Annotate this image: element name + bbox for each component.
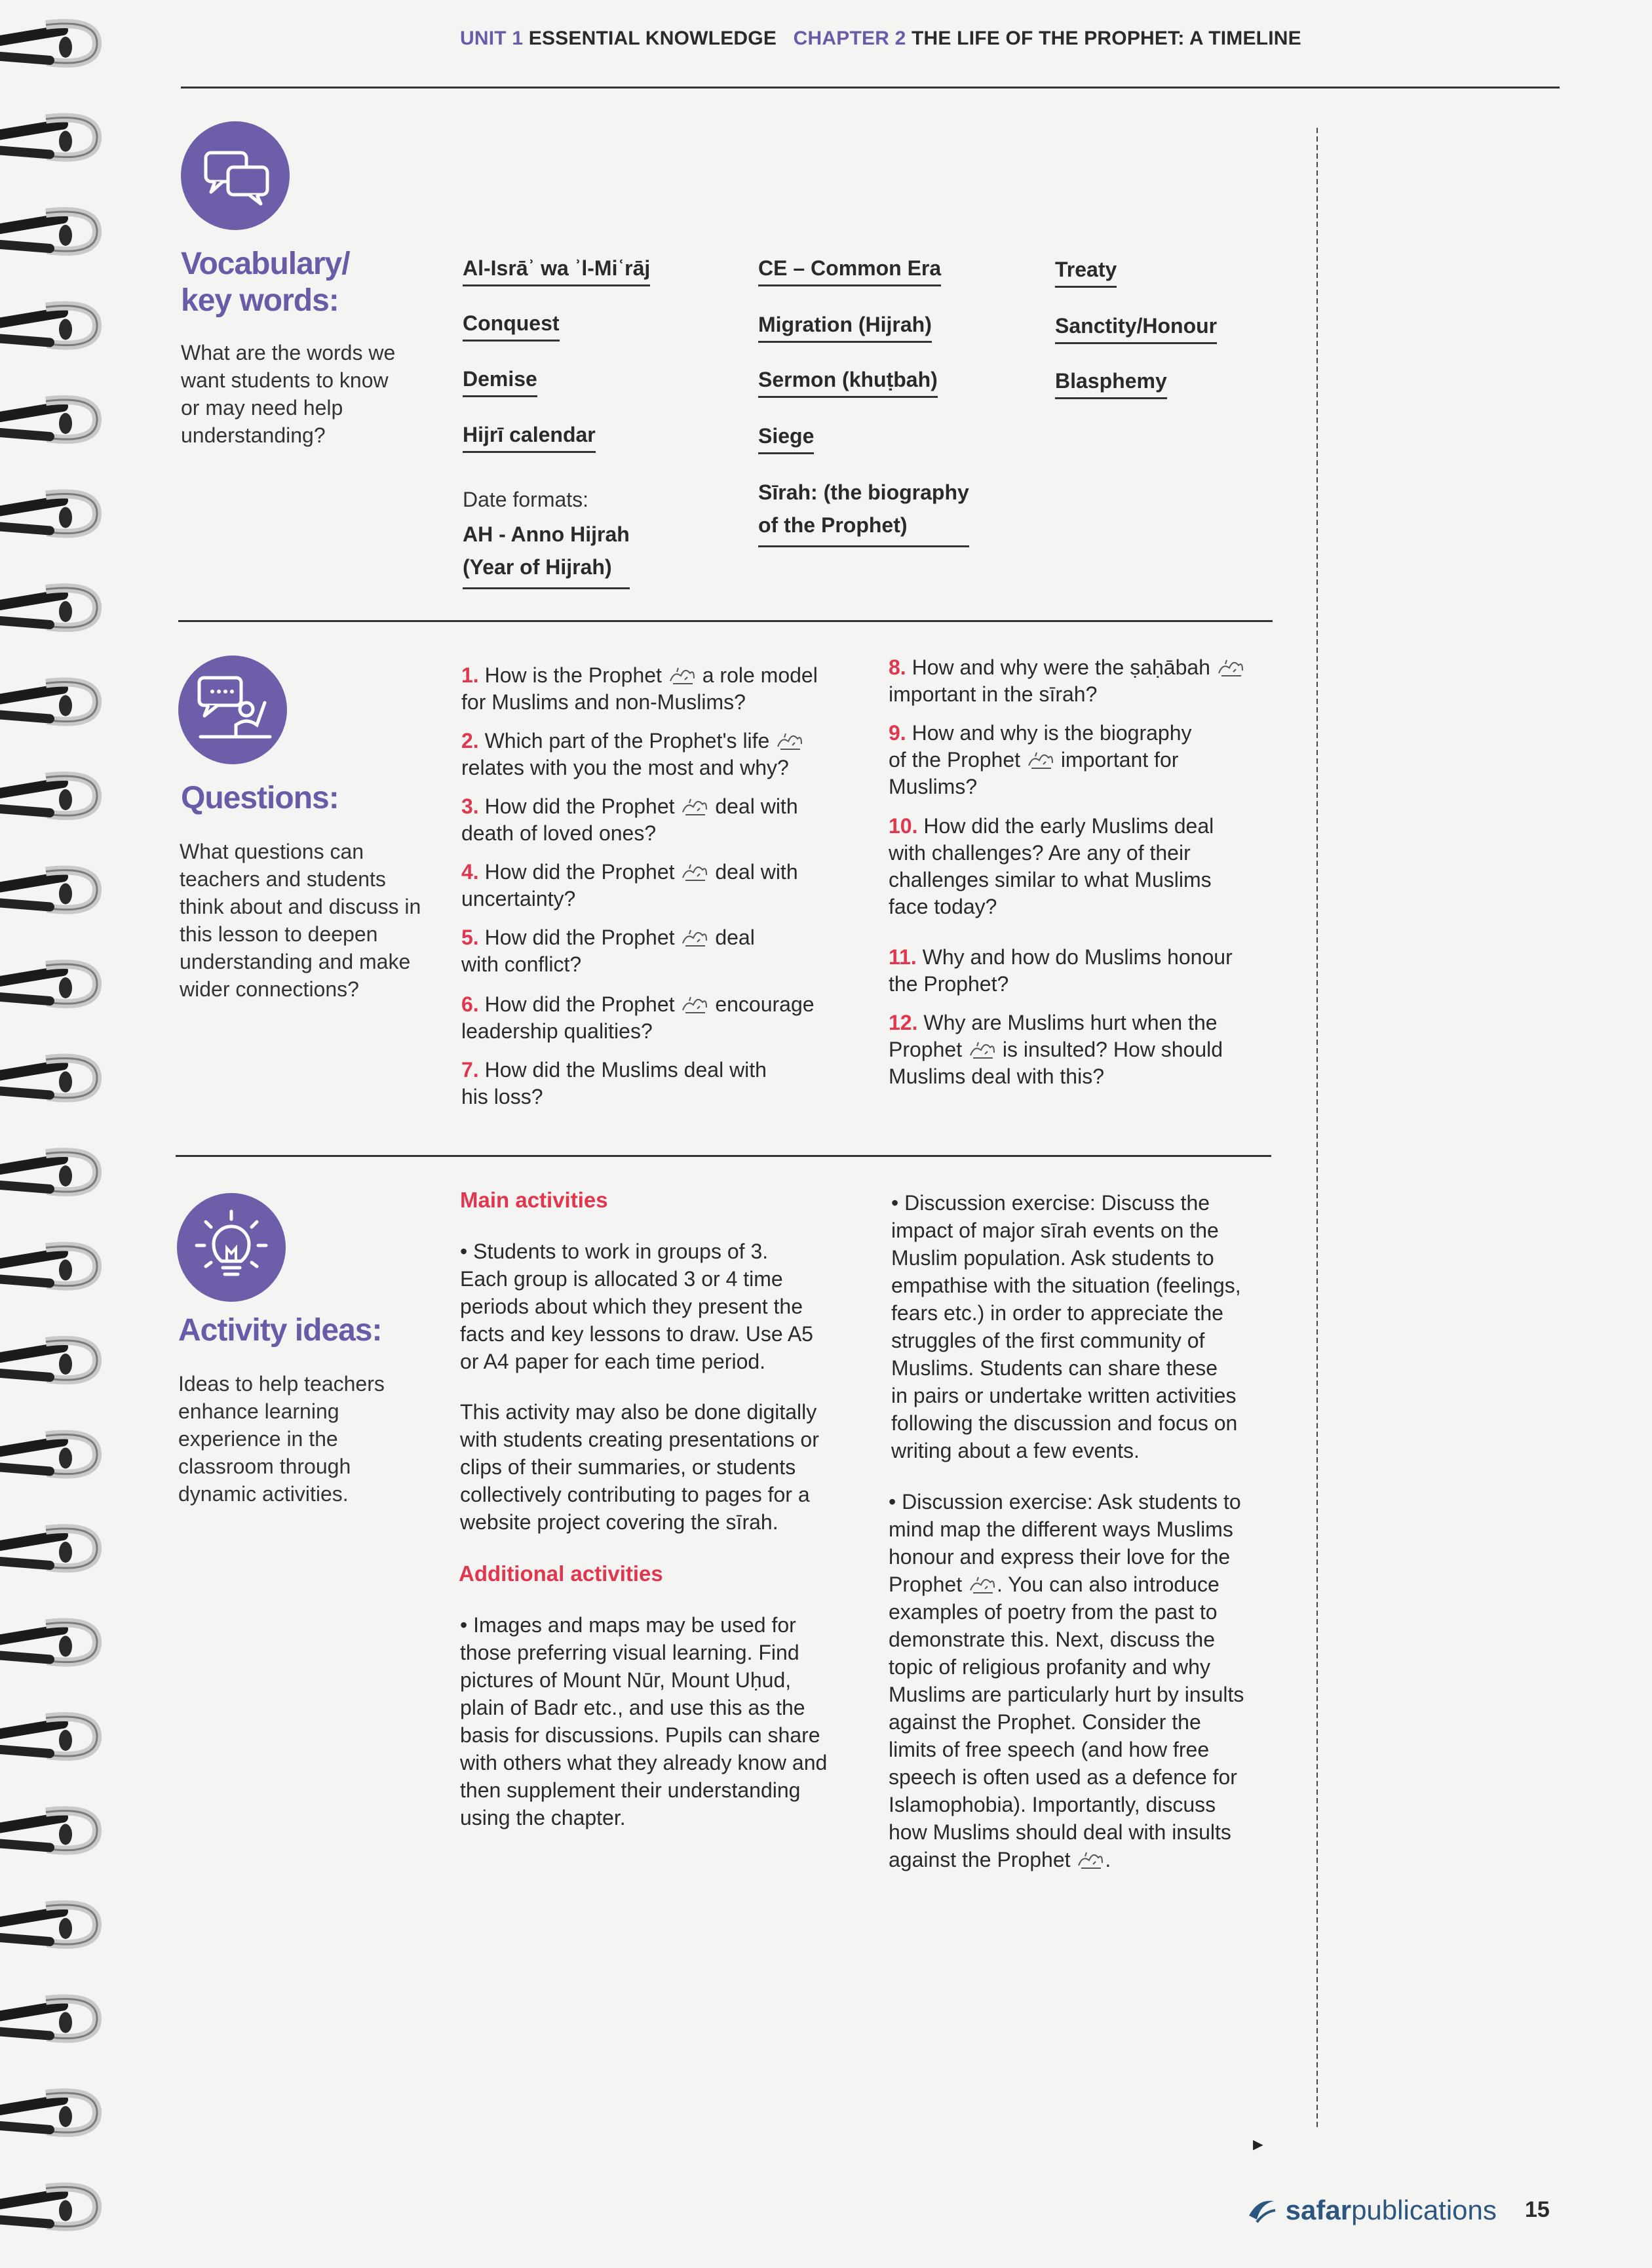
question-text: important for [1060, 748, 1179, 772]
salutation-icon [680, 926, 709, 948]
spiral-coil [0, 118, 97, 157]
question-line: face today? [889, 895, 997, 918]
question-line: important in the sīrah? [889, 682, 1098, 706]
salutation-icon [968, 1573, 997, 1595]
text-line: mind map the different ways Muslims [889, 1517, 1233, 1541]
question-item [461, 1057, 767, 1110]
vocab-term-text: Al-Isrāʾ wa ʾl-Miʿrāj [463, 256, 650, 286]
text-line [889, 1846, 1244, 1873]
main-activities-paragraph-1 [460, 1238, 813, 1375]
section-divider [178, 620, 1273, 622]
question-line: the Prophet? [889, 972, 1009, 996]
question-line [461, 991, 815, 1018]
text-line: empathise with the situation (feelings, [891, 1274, 1241, 1297]
question-line: his loss? [461, 1085, 543, 1108]
question-number: 9. [889, 721, 906, 745]
vocab-term [463, 423, 596, 453]
text-line: honour and express their love for the [889, 1545, 1231, 1569]
vocabulary-title-line1: Vocabulary/ [181, 246, 350, 281]
question-item [461, 924, 755, 978]
activities-title: Activity ideas: [178, 1313, 382, 1348]
vocab-term [758, 424, 814, 454]
question-number: 2. [461, 729, 479, 753]
text-span: Prophet [889, 1573, 963, 1596]
question-line [461, 859, 798, 886]
spiral-coil [0, 1623, 97, 1662]
text-line: • Discussion exercise: Discuss the [891, 1191, 1210, 1215]
question-number: 10. [889, 814, 918, 838]
question-text: deal with [715, 794, 798, 818]
section-divider [176, 1155, 1271, 1157]
vocab-term [463, 256, 650, 286]
question-item [889, 720, 1191, 800]
question-number: 1. [461, 663, 479, 687]
spiral-coil [0, 400, 97, 439]
question-line [889, 944, 1233, 971]
spiral-coil [0, 1905, 97, 1944]
question-number: 3. [461, 794, 479, 818]
spiral-coil [0, 1340, 97, 1380]
text-line: basis for discussions. Pupils can share [460, 1723, 820, 1747]
text-line: those preferring visual learning. Find [460, 1641, 799, 1664]
question-text: How did the Prophet [484, 926, 675, 949]
question-line [461, 924, 755, 951]
vocabulary-title [181, 246, 350, 319]
question-text: How did the Prophet [484, 860, 675, 884]
logo-rest: publications [1351, 2195, 1497, 2225]
text-line: website project covering the sīrah. [460, 1510, 778, 1534]
spiral-coil [0, 776, 97, 815]
spiral-coil [0, 212, 97, 251]
question-line: for Muslims and non-Muslims? [461, 690, 746, 714]
question-number: 6. [461, 992, 479, 1016]
question-text: Why and how do Muslims honour [922, 945, 1233, 969]
question-line [461, 1057, 767, 1084]
text-line: or A4 paper for each time period. [460, 1350, 766, 1373]
question-text: deal with [715, 860, 798, 884]
text-span: against the Prophet [889, 1848, 1071, 1871]
question-item [461, 662, 818, 716]
question-item [889, 654, 1245, 708]
vocab-term-sirah [758, 476, 969, 547]
spiral-coil [0, 494, 97, 534]
activities-description: Ideas to help teachers enhance learning experience in the classroom through dynamic activities. [178, 1372, 385, 1506]
question-text: a role model [702, 663, 818, 687]
chapter-label: CHAPTER 2 [793, 28, 906, 49]
question-line: relates with you the most and why? [461, 756, 789, 779]
question-line: leadership qualities? [461, 1019, 653, 1043]
additional-activities-heading: Additional activities [459, 1561, 663, 1586]
question-text: How and why is the biography [912, 721, 1192, 745]
question-item [461, 728, 804, 781]
vocab-term [758, 313, 932, 343]
text-line: with others what they already know and [460, 1751, 828, 1774]
spiral-coil [0, 306, 97, 345]
question-line [889, 720, 1191, 747]
question-text: Which part of the Prophet's life [484, 729, 770, 753]
margin-line [1315, 128, 1319, 2127]
text-span: . You can also introduce [996, 1573, 1220, 1596]
vocab-term-text: Sermon (khuṭbah) [758, 368, 938, 398]
spiral-coil [0, 1529, 97, 1568]
vocab-term-text: Treaty [1055, 258, 1117, 288]
speech-bubbles-icon [181, 121, 290, 230]
question-number: 11. [889, 945, 917, 969]
question-number: 12. [889, 1011, 918, 1034]
question-text: Muslims? [889, 775, 978, 798]
spiral-coil [0, 1247, 97, 1286]
main-activities-paragraph-2 [460, 1398, 819, 1536]
question-number: 8. [889, 655, 906, 679]
question-number: 7. [461, 1058, 479, 1082]
vocab-term [1055, 314, 1217, 344]
text-line: limits of free speech (and how free [889, 1738, 1210, 1761]
salutation-icon [1216, 656, 1245, 678]
salutation-icon [1076, 1848, 1105, 1871]
spiral-coil [0, 964, 97, 1004]
vocabulary-title-line2: key words: [181, 283, 339, 318]
vocabulary-description: What are the words we want students to know or may need help understanding? [181, 341, 396, 447]
publisher-swoosh-icon [1245, 2196, 1278, 2225]
text-line: fears etc.) in order to appreciate the [891, 1301, 1223, 1325]
question-item [889, 944, 1233, 998]
text-line: struggles of the first community of [891, 1329, 1205, 1352]
question-text: How is the Prophet [484, 663, 662, 687]
vocab-term [758, 256, 941, 286]
question-text: deal [715, 926, 755, 949]
spiral-coil [0, 588, 97, 627]
vocab-term-text: Sanctity/Honour [1055, 314, 1217, 344]
text-line: speech is often used as a defence for [889, 1765, 1237, 1789]
spiral-coil [0, 1435, 97, 1474]
text-line: • Images and maps may be used for [460, 1613, 796, 1637]
text-line: Each group is allocated 3 or 4 time [460, 1267, 783, 1291]
text-line: demonstrate this. Next, discuss the [889, 1628, 1215, 1651]
question-item [461, 859, 798, 912]
question-text: encourage [715, 992, 815, 1016]
vocab-term-text: Siege [758, 424, 814, 454]
salutation-icon [680, 795, 709, 817]
question-text: Why are Muslims hurt when the [923, 1011, 1218, 1034]
salutation-icon [775, 730, 804, 752]
text-line: using the chapter. [460, 1806, 626, 1829]
next-arrow-icon: ► [1250, 2134, 1267, 2154]
question-item [461, 793, 798, 847]
question-text: Muslims deal with this? [889, 1065, 1104, 1088]
vocab-term [758, 368, 938, 398]
vocab-ah-line2: (Year of Hijrah) [463, 555, 612, 579]
question-text: How did the early Muslims deal [923, 814, 1214, 838]
text-line: Muslims are particularly hurt by insults [889, 1683, 1244, 1706]
questions-title: Questions: [181, 781, 339, 815]
vocab-term [463, 367, 537, 397]
question-text: How did the Muslims deal with [484, 1058, 767, 1082]
vocab-sirah-line1: Sīrah: (the biography [758, 480, 969, 504]
question-text: of the Prophet [889, 748, 1021, 772]
text-line: clips of their summaries, or students [460, 1455, 796, 1479]
logo-bold: safar [1285, 2195, 1352, 2225]
question-line [889, 1063, 1223, 1090]
vocab-term-ah [463, 518, 630, 589]
text-line: Islamophobia). Importantly, discuss [889, 1793, 1216, 1816]
question-line [461, 662, 818, 689]
page-number: 15 [1525, 2197, 1550, 2222]
text-line: topic of religious profanity and why [889, 1655, 1210, 1679]
text-line: with students creating presentations or [460, 1428, 819, 1451]
question-line [461, 728, 804, 754]
spiral-coil [0, 1059, 97, 1098]
unit-title: ESSENTIAL KNOWLEDGE [528, 28, 777, 49]
question-line [889, 1009, 1223, 1036]
question-item [889, 1009, 1223, 1090]
spiral-coil [0, 1152, 97, 1192]
text-line: how Muslims should deal with insults [889, 1820, 1231, 1844]
spiral-coil [0, 1999, 97, 2039]
question-line [889, 654, 1245, 681]
vocab-term-text: Hijrī calendar [463, 423, 596, 453]
discussion-exercise-1 [891, 1189, 1241, 1464]
text-line [889, 1571, 1244, 1598]
spiral-coil [0, 870, 97, 910]
spiral-coil [0, 682, 97, 722]
spiral-coil [0, 2187, 97, 2227]
text-line: Muslim population. Ask students to [891, 1246, 1214, 1270]
unit-label: UNIT 1 [460, 28, 524, 49]
question-line [889, 747, 1191, 773]
salutation-icon [680, 993, 709, 1015]
vocab-term-text: Demise [463, 367, 537, 397]
vocab-term-text: Blasphemy [1055, 369, 1167, 399]
discussion-exercise-2 [889, 1488, 1244, 1873]
spiral-coil [0, 1811, 97, 1850]
question-item [461, 991, 815, 1045]
text-line: This activity may also be done digitally [460, 1400, 817, 1424]
vocab-term-text: CE – Common Era [758, 256, 941, 286]
additional-activities-paragraph [460, 1611, 827, 1831]
question-line: with conflict? [461, 952, 582, 976]
question-person-icon [178, 655, 287, 764]
vocab-term [1055, 258, 1117, 288]
text-line: • Discussion exercise: Ask students to [889, 1490, 1241, 1514]
header-rule [181, 87, 1560, 88]
text-line: writing about a few events. [891, 1439, 1140, 1462]
text-line: periods about which they present the [460, 1295, 803, 1318]
text-line: • Students to work in groups of 3. [460, 1240, 769, 1263]
text-line: pictures of Mount Nūr, Mount Uḥud, [460, 1668, 792, 1692]
vocab-term-text: Migration (Hijrah) [758, 313, 932, 343]
text-line: then supplement their understanding [460, 1778, 801, 1802]
text-line: following the discussion and focus on [891, 1411, 1238, 1435]
text-line: plain of Badr etc., and use this as the [460, 1696, 805, 1719]
questions-description: What questions can teachers and students think about and discuss in this lesson to deepen understanding and make wider connections? [180, 840, 421, 1001]
question-line [889, 773, 1191, 800]
question-line [461, 793, 798, 820]
text-line: against the Prophet. Consider the [889, 1710, 1201, 1734]
vocab-term-text: Conquest [463, 311, 560, 342]
chapter-title: THE LIFE OF THE PROPHET: A TIMELINE [912, 28, 1301, 49]
question-line [889, 1036, 1223, 1063]
question-line: challenges similar to what Muslims [889, 868, 1212, 891]
text-line: examples of poetry from the past to [889, 1600, 1218, 1624]
spiral-coil [0, 24, 97, 63]
spiral-coil [0, 1717, 97, 1756]
question-line: with challenges? Are any of their [889, 841, 1191, 865]
salutation-icon [680, 861, 709, 883]
text-line: facts and key lessons to draw. Use A5 [460, 1322, 813, 1346]
question-text: is insulted? How should [1002, 1038, 1223, 1061]
question-number: 4. [461, 860, 479, 884]
question-text: How did the Prophet [484, 794, 675, 818]
text-span: . [1105, 1848, 1111, 1871]
salutation-icon [968, 1038, 997, 1061]
text-line: Muslims. Students can share these [891, 1356, 1218, 1380]
question-number: 5. [461, 926, 479, 949]
question-text: How and why were the ṣaḥābah [912, 655, 1210, 679]
text-line: collectively contributing to pages for a [460, 1483, 810, 1506]
main-activities-heading: Main activities [460, 1188, 608, 1212]
salutation-icon [668, 664, 697, 686]
text-line: in pairs or undertake written activities [891, 1384, 1237, 1407]
vocab-ah-line1: AH - Anno Hijrah [463, 522, 630, 546]
vocab-sirah-line2: of the Prophet) [758, 513, 908, 537]
spiral-coil [0, 2093, 97, 2132]
question-text: How did the Prophet [484, 992, 675, 1016]
question-text: Prophet [889, 1038, 963, 1061]
question-line: uncertainty? [461, 887, 576, 910]
question-line: death of loved ones? [461, 821, 657, 845]
running-header [460, 28, 1301, 50]
question-line [889, 813, 1214, 840]
lightbulb-icon [177, 1193, 286, 1302]
question-item [889, 813, 1214, 920]
spiral-binding [0, 0, 105, 2268]
date-formats-label: Date formats: [463, 488, 589, 511]
text-line: impact of major sīrah events on the [891, 1219, 1219, 1242]
salutation-icon [1026, 749, 1055, 771]
publisher-logo [1245, 2195, 1497, 2226]
vocab-term [463, 311, 560, 342]
vocab-term [1055, 369, 1167, 399]
